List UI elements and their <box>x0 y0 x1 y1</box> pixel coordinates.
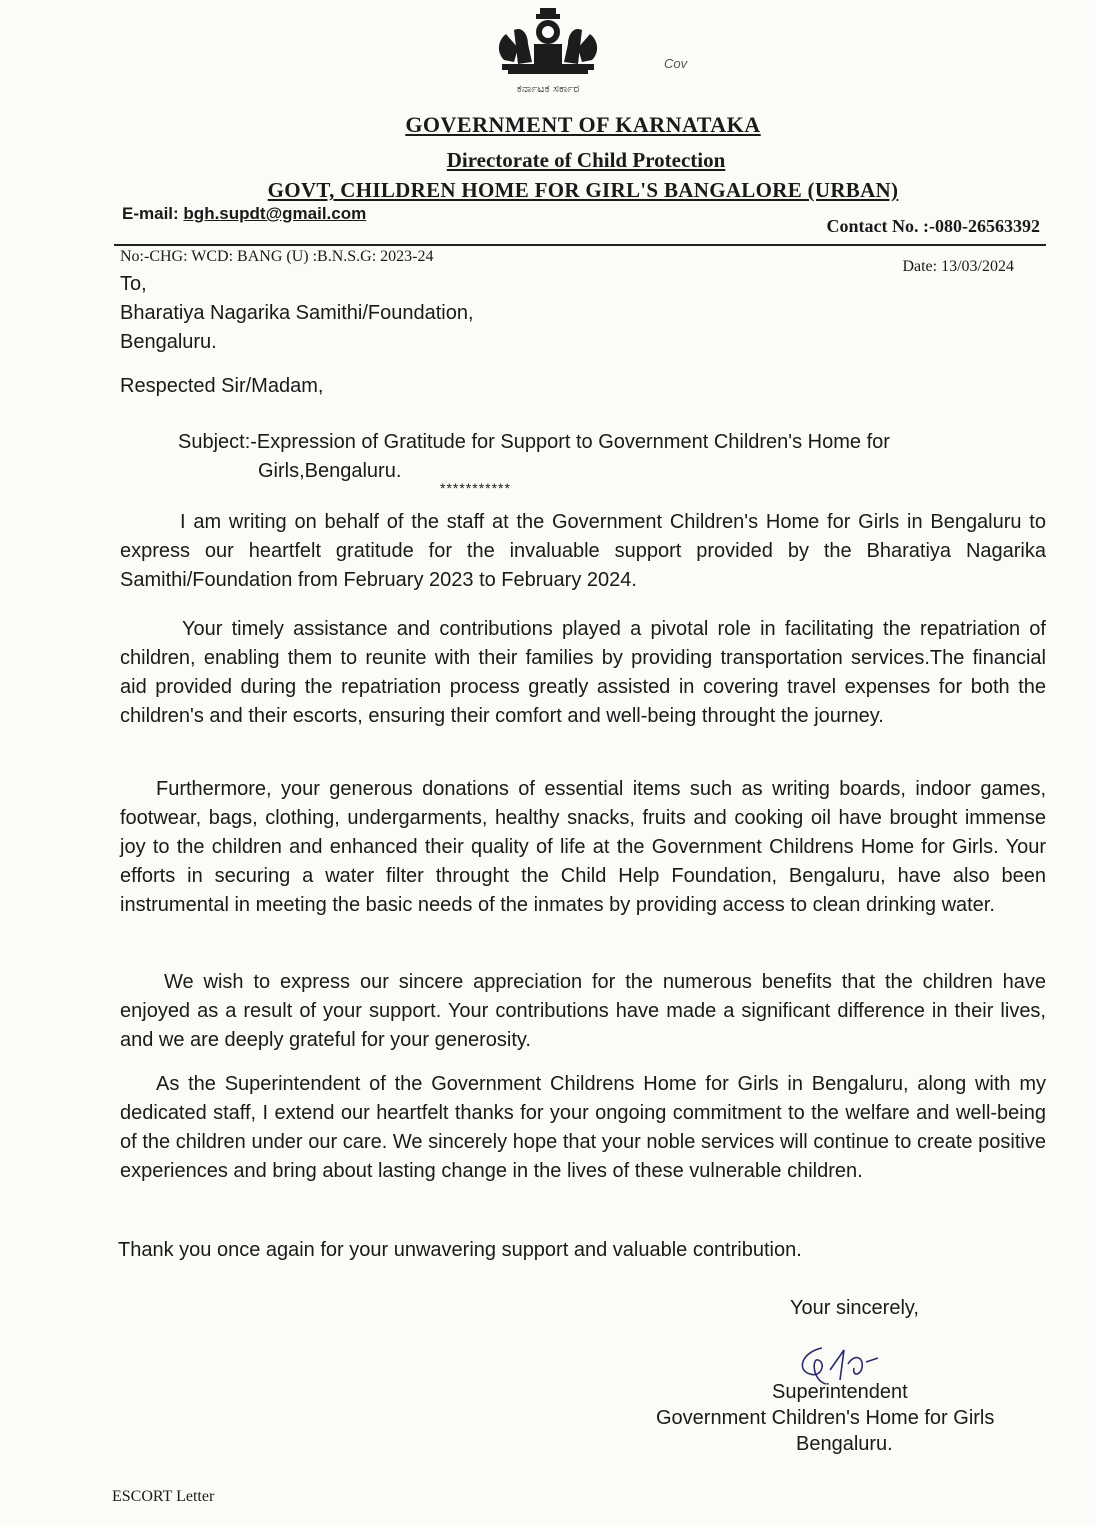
subject-line <box>178 428 1008 486</box>
subject-line-1: Subject:-Expression of Gratitude for Support to Government Children's Home for <box>178 431 890 453</box>
subject-separator: *********** <box>440 480 511 496</box>
header-institution: GOVT, CHILDREN HOME FOR GIRL'S BANGALORE (URBAN) <box>267 178 899 202</box>
salutation: Respected Sir/Madam, <box>120 375 324 397</box>
emblem-caption: ಕರ್ನಾಟಕ ಸರ್ಕಾರ <box>516 82 580 95</box>
thank-you-line: Thank you once again for your unwavering support and valuable contribution. <box>118 1239 802 1261</box>
signatory-title: Superintendent <box>772 1381 908 1403</box>
paragraph-repatriation: Your timely assistance and contributions played a pivotal role in facilitating the repatriation of children, enabling them to reunite with their families by providing transportation services.The financial aid provided during the repatriation process greatly assisted in covering travel expenses for both the children's and their escorts, ensuring their comfort and well-being throught the journey. <box>120 618 1046 727</box>
paragraph-appreciation: We wish to express our sincere appreciation for the numerous benefits that the children have enjoyed as a result of your support. Your contributions have made a significant difference in their lives, and we are deeply grateful for your generosity. <box>120 971 1046 1051</box>
header-divider <box>114 244 1046 246</box>
email-label: E-mail: <box>122 204 179 223</box>
karnataka-emblem-icon <box>488 4 608 100</box>
signatory-city: Bengaluru. <box>796 1433 893 1455</box>
signatory-organisation: Government Children's Home for Girls <box>656 1407 995 1429</box>
footer-note: ESCORT Letter <box>112 1488 215 1505</box>
paragraph-superintendent: As the Superintendent of the Government Childrens Home for Girls in Bengaluru, along with my dedicated staff, I extend our heartfelt thanks for your ongoing commitment to the welfare and well-being of the children under our care. We sincerely hope that your noble services will continue to create positive experiences and bring about lasting change in the lives of these vulnerable children. <box>120 1073 1046 1182</box>
paragraph-donations: Furthermore, your generous donations of essential items such as writing boards, indoor games, footwear, bags, clothing, undergarments, healthy snacks, fruits and cooking oil have brought immense joy to the children and enhanced their quality of life at the Government Childrens Home for Girls. Your efforts in securing a water filter throught the Child Help Foundation, Bengaluru, have also been instrumental in meeting the basic needs of the inmates by providing access to clean drinking water. <box>120 778 1046 916</box>
paragraph-intro: I am writing on behalf of the staff at the Government Children's Home for Girls in Bengaluru to express our heartfelt gratitude for the invaluable support provided by the Bharatiya Nagarika Samithi/Foundation from February 2023 to February 2024. <box>120 511 1046 591</box>
margin-mark: Cov <box>664 56 688 71</box>
header-directorate: Directorate of Child Protection <box>446 148 726 172</box>
recipient-city: Bengaluru. <box>120 331 217 353</box>
to-label: To, <box>120 273 147 295</box>
email-link[interactable]: bgh.supdt@gmail.com <box>183 204 367 223</box>
recipient-block <box>120 270 720 357</box>
subject-line-2: Girls,Bengaluru. <box>258 460 402 482</box>
contact-number: Contact No. :-080-26563392 <box>826 216 1040 236</box>
closing-line: Your sincerely, <box>790 1297 919 1319</box>
email-row <box>122 204 366 224</box>
recipient-name: Bharatiya Nagarika Samithi/Foundation, <box>120 302 474 324</box>
reference-number: No:-CHG: WCD: BANG (U) :B.N.S.G: 2023-24 <box>120 248 434 265</box>
header-government: GOVERNMENT OF KARNATAKA <box>405 112 761 137</box>
letter-date: Date: 13/03/2024 <box>902 258 1014 275</box>
